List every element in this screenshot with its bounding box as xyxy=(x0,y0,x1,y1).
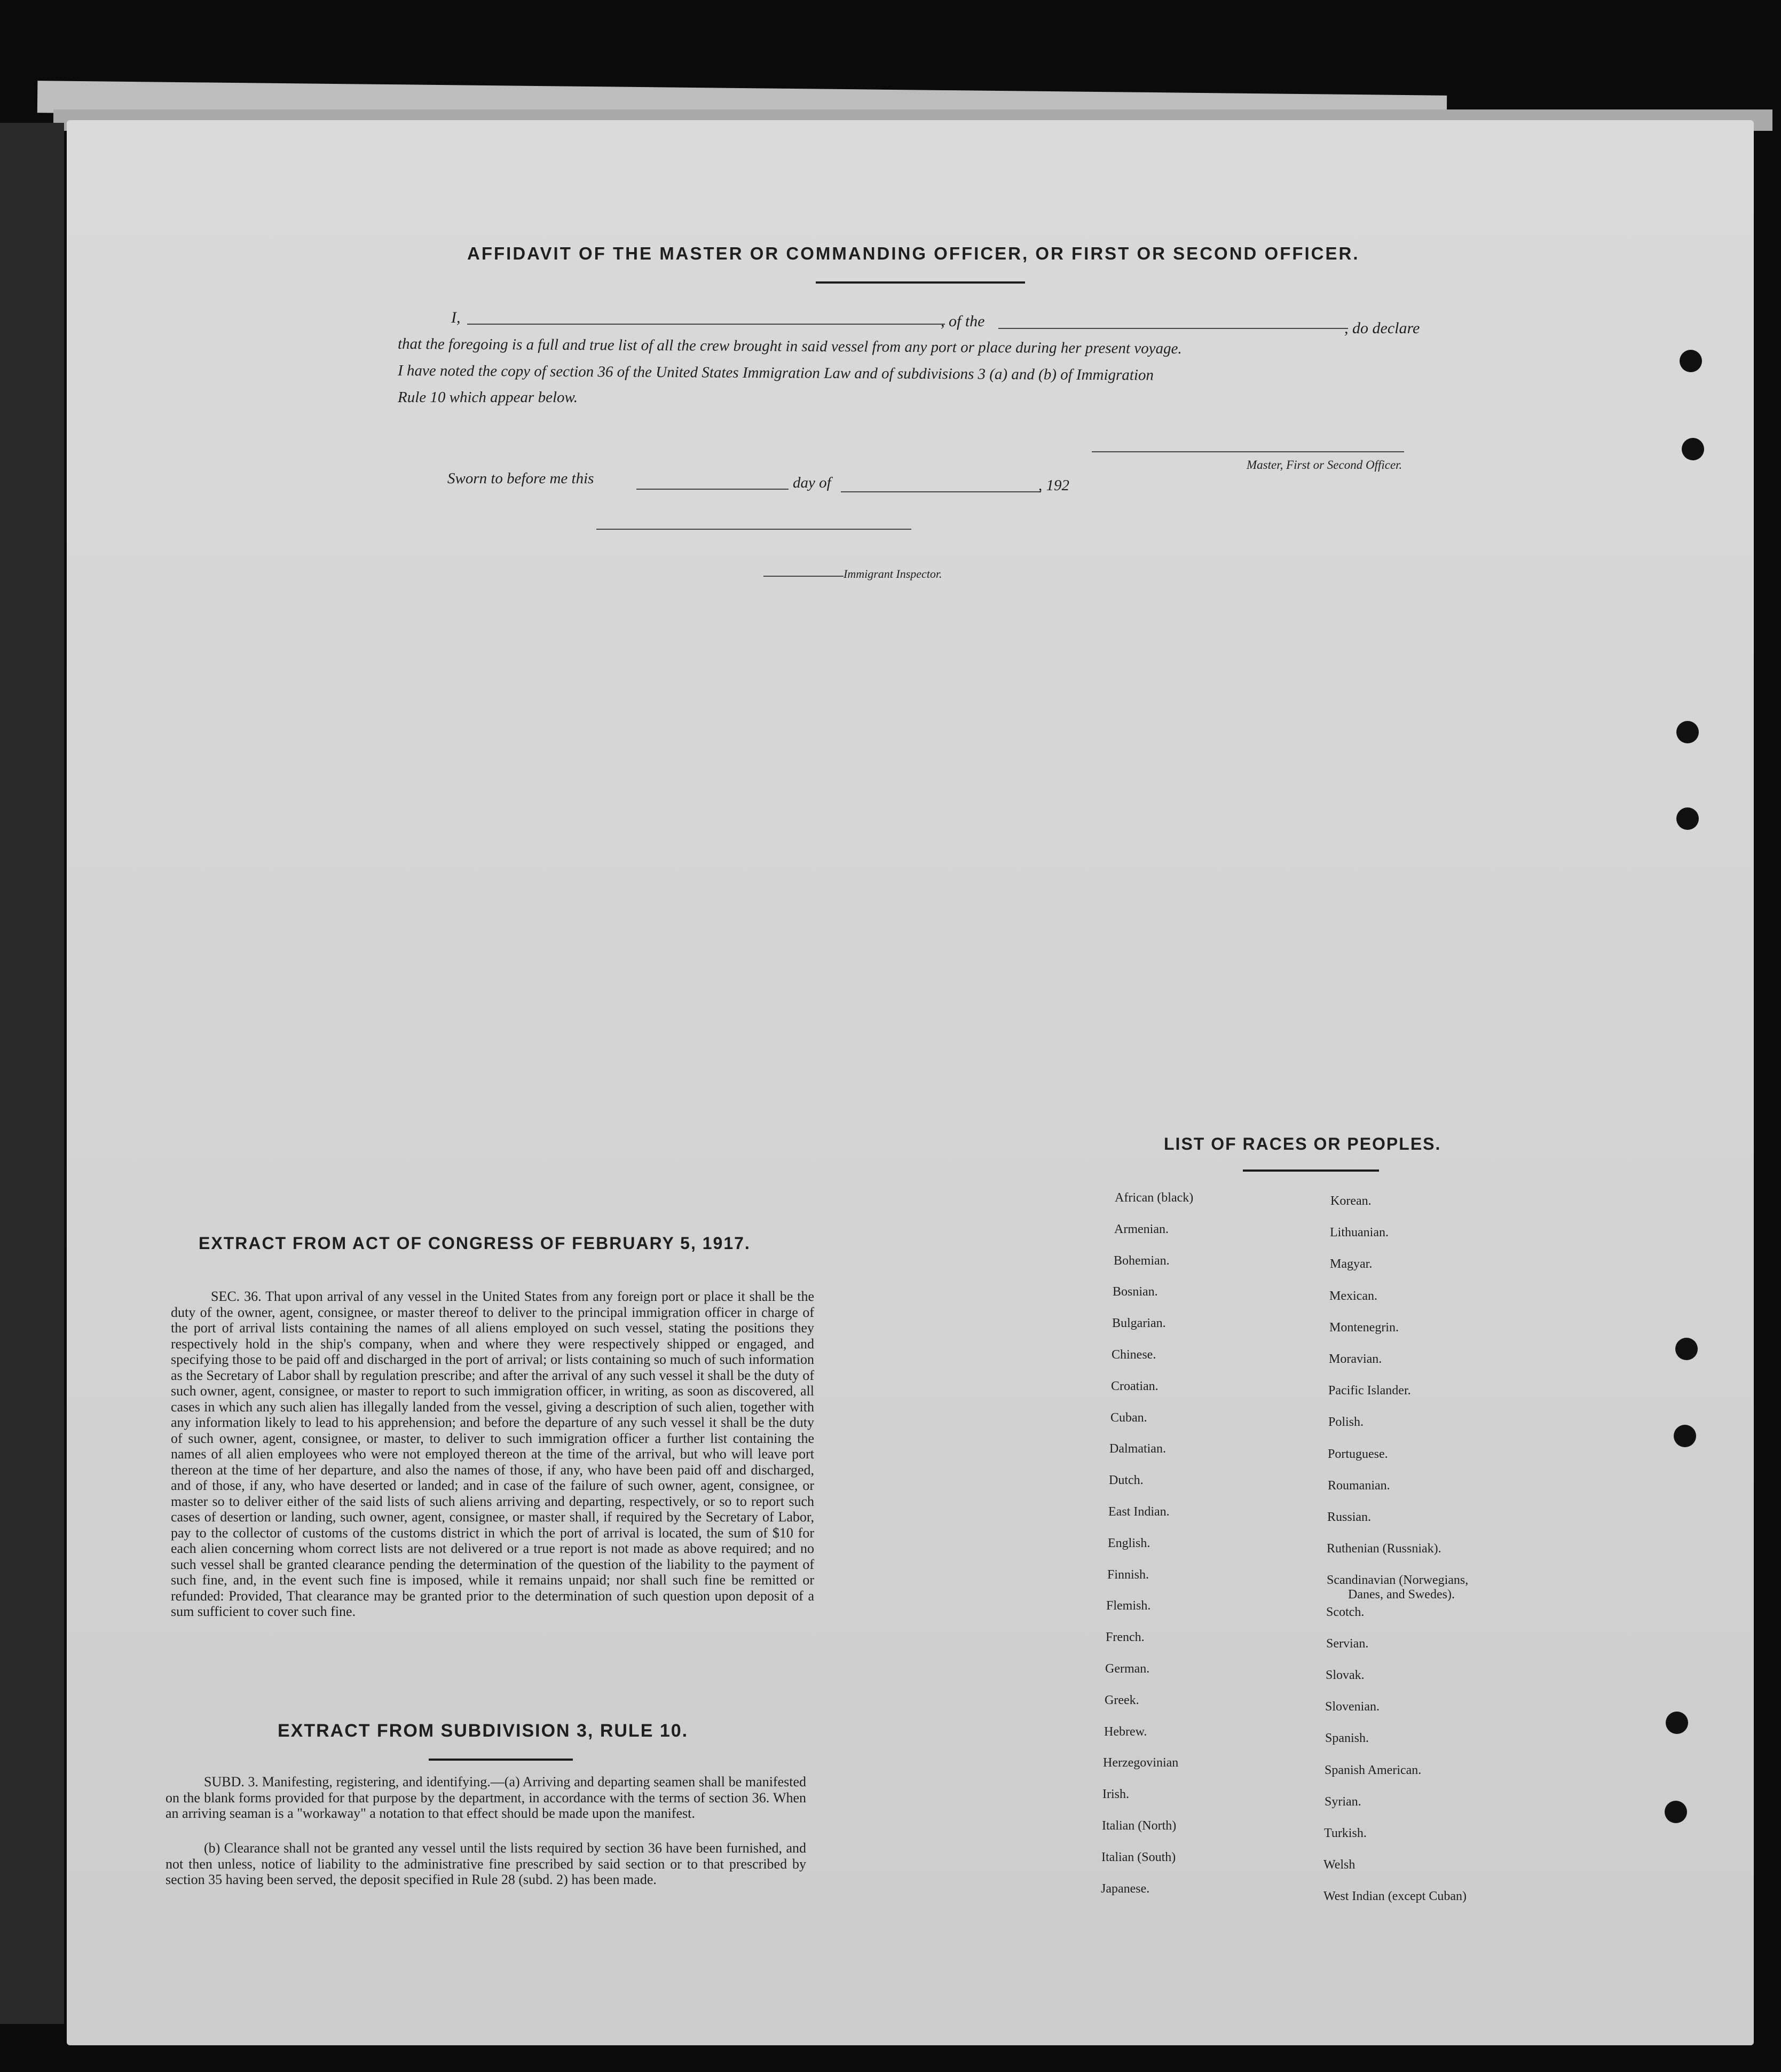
race-left-19: Irish. xyxy=(1102,1787,1129,1802)
race-right-4: Montenegrin. xyxy=(1329,1320,1399,1335)
rule-underline xyxy=(429,1759,573,1761)
signature-label: Master, First or Second Officer. xyxy=(1247,458,1402,472)
race-right-0: Korean. xyxy=(1330,1194,1372,1208)
race-left-13: Flemish. xyxy=(1106,1599,1151,1613)
race-left-18: Herzegovinian xyxy=(1103,1756,1179,1770)
race-right-5: Moravian. xyxy=(1329,1352,1382,1366)
race-right-20: Turkish. xyxy=(1324,1826,1367,1840)
act-title: EXTRACT FROM ACT OF CONGRESS OF FEBRUARY 5, 1917. xyxy=(199,1234,751,1253)
race-right-8: Portuguese. xyxy=(1328,1447,1388,1461)
back-sheet-left xyxy=(0,123,64,2024)
race-right-14: Servian. xyxy=(1326,1636,1369,1651)
race-right-13: Scotch. xyxy=(1326,1605,1365,1619)
affidavit-line-2: I have noted the copy of section 36 of the United States Immigration Law and of subdivisions 3 (a) and (b) of Immigration xyxy=(397,362,1154,384)
vessel-blank-line xyxy=(998,328,1348,329)
sworn-day-line xyxy=(636,489,789,490)
document-page xyxy=(67,120,1754,2045)
binder-hole xyxy=(1665,1801,1687,1823)
race-left-15: German. xyxy=(1105,1662,1150,1676)
binder-hole xyxy=(1674,1425,1696,1447)
race-left-2: Bohemian. xyxy=(1114,1253,1170,1268)
races-title: LIST OF RACES OR PEOPLES. xyxy=(1164,1134,1441,1153)
race-right-19: Syrian. xyxy=(1325,1794,1361,1809)
binder-hole xyxy=(1676,807,1699,830)
signature-line xyxy=(1092,451,1404,452)
race-left-21: Italian (South) xyxy=(1101,1850,1176,1864)
race-left-17: Hebrew. xyxy=(1104,1724,1147,1739)
race-right-10: Russian. xyxy=(1327,1510,1372,1524)
race-right-17: Spanish. xyxy=(1325,1731,1369,1746)
sworn-month-line xyxy=(841,491,1041,492)
race-left-8: Dalmatian. xyxy=(1109,1442,1166,1456)
day-of-label: day of xyxy=(793,474,831,491)
binder-hole xyxy=(1676,721,1699,743)
race-right-18: Spanish American. xyxy=(1325,1763,1422,1777)
race-right-3: Mexican. xyxy=(1329,1289,1377,1303)
inspector-label: Immigrant Inspector. xyxy=(844,567,942,580)
affidavit-do-declare: , do declare xyxy=(1344,319,1420,337)
affidavit-of-the: , of the xyxy=(941,312,985,330)
race-left-1: Armenian. xyxy=(1114,1222,1169,1236)
race-right-1: Lithuanian. xyxy=(1330,1226,1389,1240)
race-left-6: Croatian. xyxy=(1111,1379,1159,1393)
affidavit-line-3: Rule 10 which appear below. xyxy=(398,389,578,406)
race-right-22: West Indian (except Cuban) xyxy=(1323,1889,1467,1904)
race-left-3: Bosnian. xyxy=(1113,1285,1158,1299)
race-left-12: Finnish. xyxy=(1107,1567,1149,1582)
race-right-7: Polish. xyxy=(1328,1415,1364,1430)
affidavit-i-label: I, xyxy=(451,309,461,326)
race-left-5: Chinese. xyxy=(1112,1348,1156,1362)
race-left-0: African (black) xyxy=(1115,1191,1194,1205)
title-underline xyxy=(816,281,1025,284)
affidavit-title: AFFIDAVIT OF THE MASTER OR COMMANDING OFFICER, OR FIRST OR SECOND OFFICER. xyxy=(467,244,1360,263)
race-right-16: Slovenian. xyxy=(1325,1700,1380,1714)
race-left-22: Japanese. xyxy=(1101,1881,1150,1896)
rule-para-b: (b) Clearance shall not be granted any vessel until the lists required by section 36 have been furnished, and not then unless, notice of liability to the administrative fine prescribed by said section or to that prescribed by section 35 having been served, the deposit specified in Rule 28 (subd. 2) has been made. xyxy=(166,1840,806,1887)
binder-hole xyxy=(1666,1712,1688,1734)
race-right-21: Welsh xyxy=(1323,1858,1356,1872)
race-right-6: Pacific Islander. xyxy=(1328,1384,1411,1398)
race-left-10: East Indian. xyxy=(1108,1505,1170,1519)
affidavit-line-1: that the foregoing is a full and true list of all the crew brought in said vessel from any port or place during her present voyage. xyxy=(397,335,1182,357)
race-left-11: English. xyxy=(1108,1536,1150,1550)
year-label: , 192 xyxy=(1038,477,1069,494)
name-blank-line xyxy=(467,324,945,325)
race-right-12: Scandinavian (Norwegians, xyxy=(1327,1573,1469,1588)
inspector-signature-line xyxy=(596,529,911,530)
race-left-14: French. xyxy=(1106,1630,1145,1645)
race-left-7: Cuban. xyxy=(1110,1410,1147,1425)
inspector-short-line xyxy=(763,576,844,577)
binder-hole xyxy=(1680,350,1702,372)
races-underline xyxy=(1243,1170,1379,1172)
sworn-label: Sworn to before me this xyxy=(447,470,594,487)
race-right-15: Slovak. xyxy=(1326,1668,1365,1682)
race-right-2: Magyar. xyxy=(1330,1257,1373,1272)
binder-hole xyxy=(1675,1338,1698,1360)
race-left-4: Bulgarian. xyxy=(1112,1316,1166,1331)
binder-hole xyxy=(1682,438,1704,460)
rule-para-a: SUBD. 3. Manifesting, registering, and identifying.—(a) Arriving and departing seamen shall be manifested on the blank forms provided for that purpose by the department, in accordance with the terms of section 36. When an arriving seaman is a "workaway" a notation to that effect should be made upon the manifest. xyxy=(166,1774,806,1821)
rule-title: EXTRACT FROM SUBDIVISION 3, RULE 10. xyxy=(278,1721,689,1741)
race-left-16: Greek. xyxy=(1105,1693,1139,1707)
race-left-9: Dutch. xyxy=(1109,1473,1144,1488)
race-left-20: Italian (North) xyxy=(1102,1819,1177,1833)
act-section-36: SEC. 36. That upon arrival of any vessel in the United States from any foreign port or place it shall be the duty of the owner, agent, consignee, or master thereof to deliver to the principal immigration officer in charge of the port of arrival lists containing the names of all aliens employed on such vessel, stating the positions they respectively hold in the ship's company, when and where they were respectively shipped or engaged, and specifying those to be paid off and discharged in the port of arrival; or lists containing so much of such information as the Secretary of Labor shall by regulation prescribe; and after the arrival of any such vessel it shall be the duty of such owner, agent, consignee, or master to report to such immigration officer, in writing, as soon as discovered, all cases in which any such alien has illegally landed from the vessel, giving a description of such alien, together with any information likely to lead to his apprehension; and before the departure of any such vessel it shall be the duty of such owner, agent, consignee, or master, to deliver to such immigration officer a further list containing the names of all alien employees who were not employed thereon at the time of the arrival, but who will leave port thereon at the time of her departure, and also the names of those, if any, who have been paid off and discharged, and of those, if any, who have deserted or landed; and in case of the failure of such owner, agent, consignee, or master so to deliver either of the said lists of such aliens arriving and departing, respectively, or so to report such cases of desertion or landing, such owner, agent, consignee, or master shall, if required by the Secretary of Labor, pay to the collector of customs of the customs district in which the port of arrival is located, the sum of $10 for each alien concerning whom correct lists are not delivered or a true report is not made as above required; and no such vessel shall be granted clearance pending the determination of the question of the liability to the payment of such fine, and, in the event such fine is imposed, while it remains unpaid; nor shall such fine be remitted or refunded: Provided, That clearance may be granted prior to the determination of such question upon deposit of a sum sufficient to cover such fine. xyxy=(171,1289,814,1619)
race-right-13-cont: Danes, and Swedes). xyxy=(1348,1588,1455,1602)
race-right-9: Roumanian. xyxy=(1328,1478,1390,1493)
race-right-11: Ruthenian (Russniak). xyxy=(1327,1542,1441,1556)
